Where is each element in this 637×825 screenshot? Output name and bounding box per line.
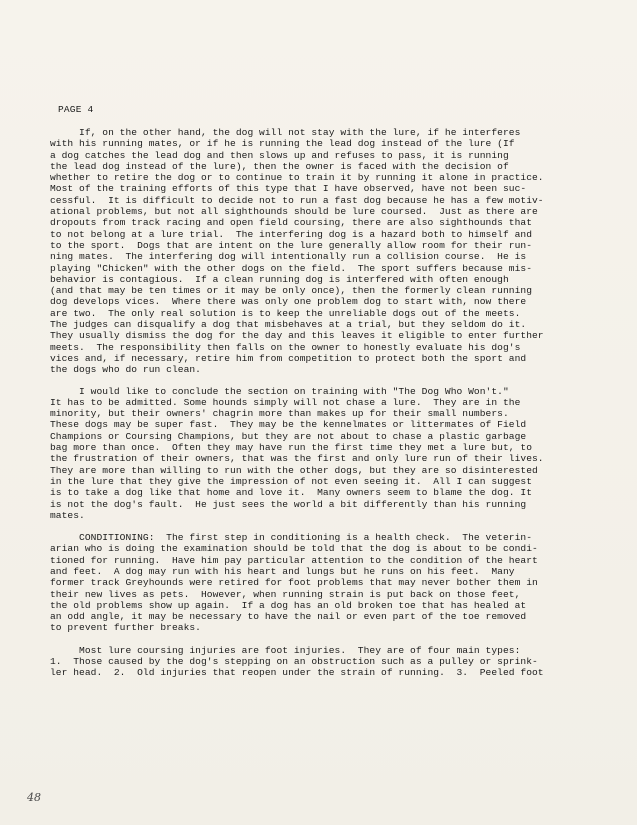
paragraph-foot-injuries: Most lure coursing injuries are foot injuries. They are of four main types: 1. Those caused by the dog's stepping on an obstruction such as a pulley or sprink- ler head. 2. Old injuries that reopen under the strain of running. 3. Peeled foot <box>50 644 544 679</box>
page-header: PAGE 4 <box>58 104 94 115</box>
handwritten-page-number: 48 <box>27 791 41 804</box>
paragraph-dog-who-wont: I would like to conclude the section on training with "The Dog Who Won't." It has to be admitted. Some hounds simply will not chase a lure. They are in the minority, but their owners' chagrin more than makes up for their small numbers. These dogs may be super fast. They may be the kennelmates or littermates of Field Champions or Coursing Champions, but they are not about to chase a plastic garbage bag more than once. Often they may have run the first time they met a lure but, to the frustration of their owners, that was the first and only lure run of their lives. They are more than willing to run with the other dogs, but they are so disinterested in the lure that they give the impression of not even seeing it. All I can suggest is to take a dog like that home and love it. Many owners seem to blame the dog. It is not the dog's fault. He just sees the world a bit differently than his running mates. <box>50 385 544 521</box>
paragraph-conditioning: CONDITIONING: The first step in conditioning is a health check. The veterin- arian who is doing the examination should be told that the dog is about to be condi- tioned for running. Have him pay particular attention to the condition of the heart and feet. A dog may run with his heart and lungs but he runs on his feet. Many former track Greyhounds were retired for foot problems that may never bother them in their new lives as pets. However, when running strain is put back on those feet, the old problems show up again. If a dog has an old broken toe that has healed at an odd angle, it may be necessary to have the nail or even part of the toe removed to prevent further breaks. <box>50 532 538 634</box>
document-body <box>50 127 592 689</box>
paragraph-interfering-dogs: If, on the other hand, the dog will not stay with the lure, if he interferes with his running mates, or if he is running the lead dog instead of the lure (If a dog catches the lead dog and then slows up and refuses to pass, it is running the lead dog instead of the lure), then the owner is faced with the decision of whether to retire the dog or to continue to train it by running it alone in practice. Most of the training efforts of this type that I have observed, have not been suc- cessful. It is difficult to decide not to run a fast dog because he has a few motiv- ational problems, but not all sighthounds should be lure coursed. Just as there are dropouts from track racing and open field coursing, there are also sighthounds that to not belong at a lure trial. The interfering dog is a hazard both to himself and to the sport. Dogs that are intent on the lure generally allow room for their run- ning mates. The interfering dog will intentionally run a collision course. He is playing "Chicken" with the other dogs on the field. The sport suffers because mis- behavior is contagious. If a clean running dog is interfered with often enough (and that may be ten times or it may be only once), then the formerly clean running dog develops vices. Where there was only one problem dog to start with, now there are two. The only real solution is to keep the unreliable dogs out of the meets. The judges can disqualify a dog that misbehaves at a trial, but they seldom do it. They usually dismiss the dog for the day and this leaves it eligible to enter further meets. The responsibility then falls on the owner to honestly evaluate his dog's vices and, if necessary, retire him from competition to protect both the sport and the dogs who do run clean. <box>50 127 544 376</box>
